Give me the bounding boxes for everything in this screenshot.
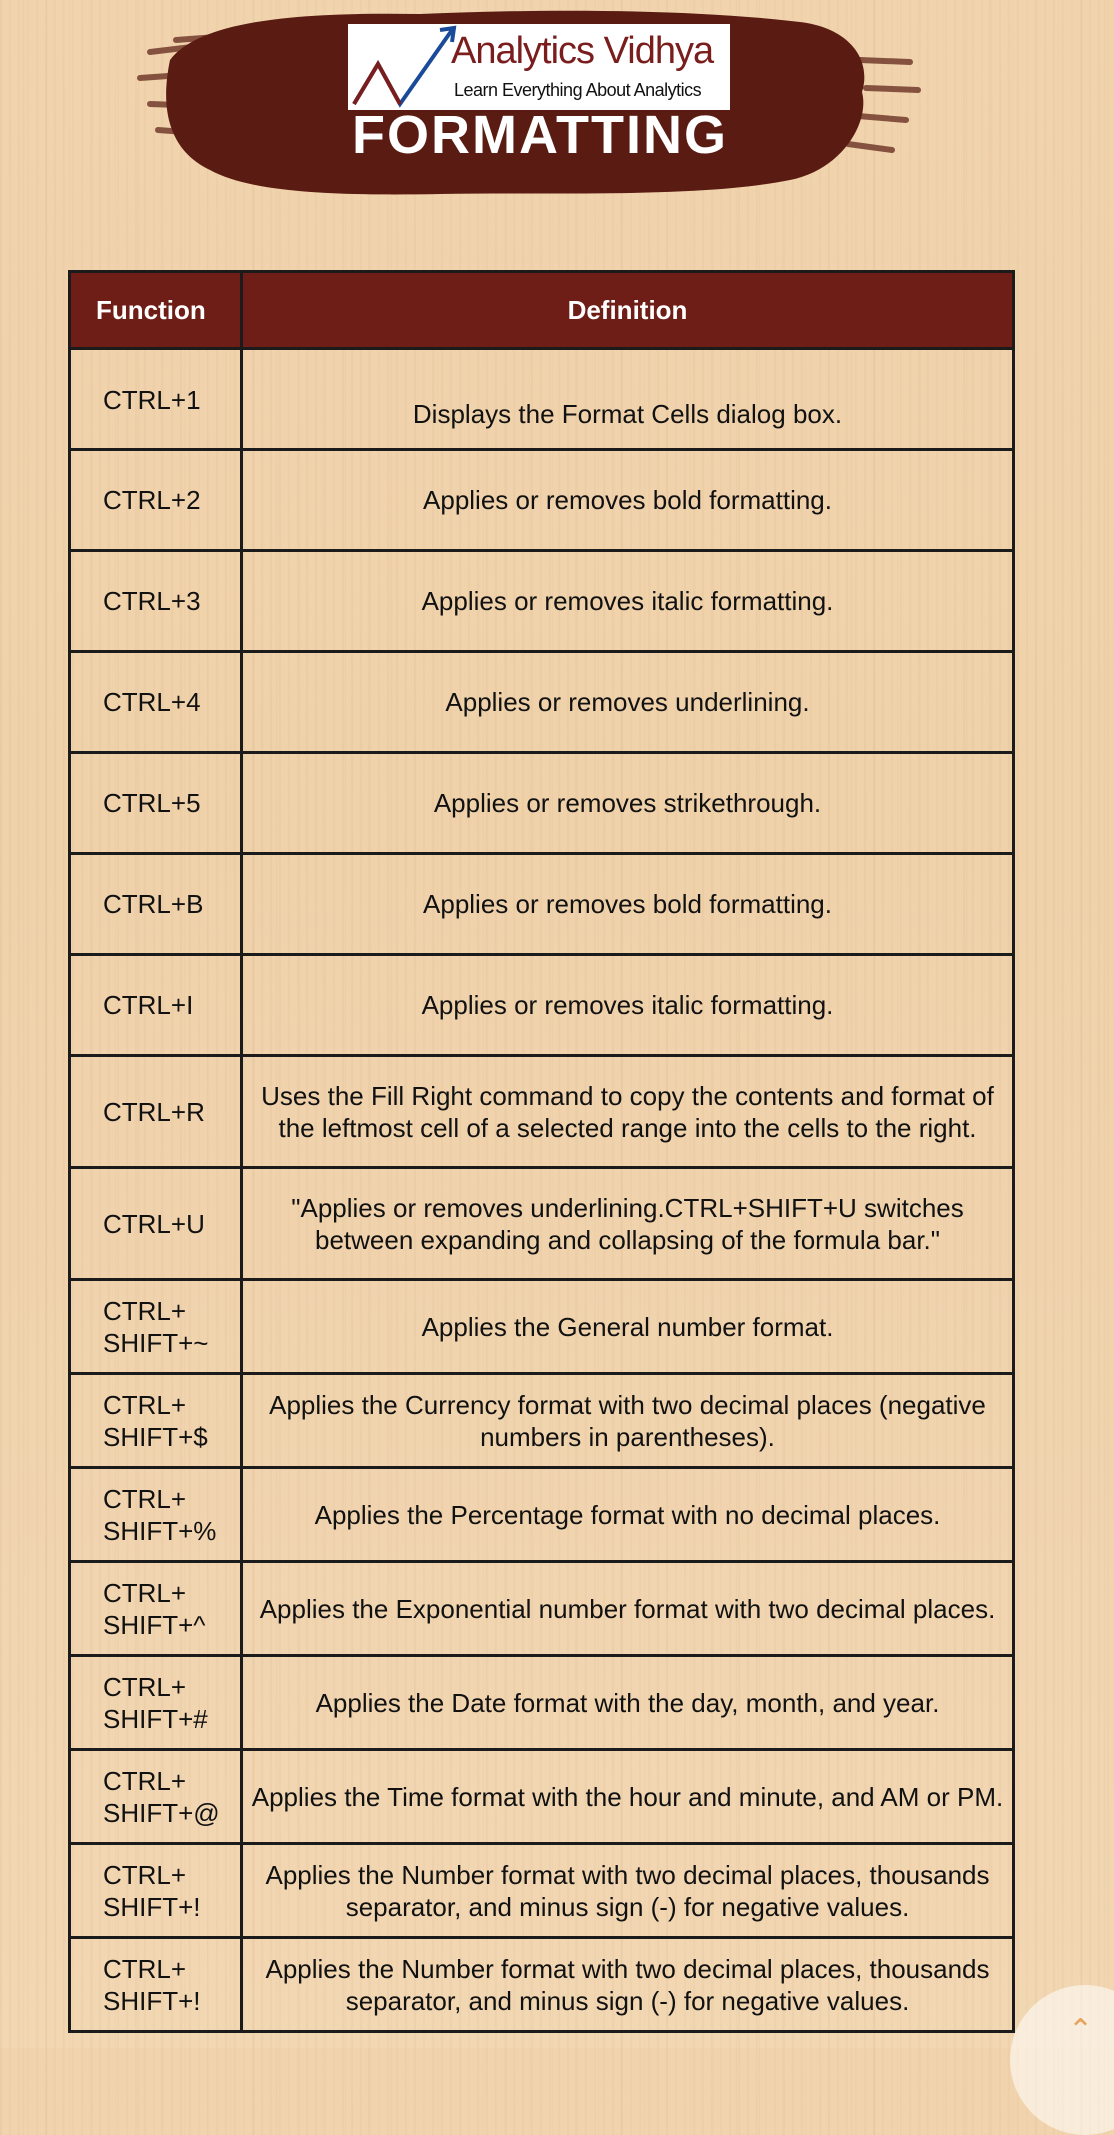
page-title: FORMATTING [352,105,728,165]
definition-cell: Applies the Time format with the hour and minute, and AM or PM. [242,1750,1014,1844]
function-cell: CTRL+ SHIFT+@ [70,1750,242,1844]
brand-tagline: Learn Everything About Analytics [454,80,702,100]
table-row [70,1938,1014,2032]
definition-cell: Displays the Format Cells dialog box. [242,349,1014,450]
table-row [70,652,1014,753]
function-cell: CTRL+1 [70,349,242,450]
function-cell: CTRL+ SHIFT+# [70,1656,242,1750]
definition-cell: Applies the Percentage format with no decimal places. [242,1468,1014,1562]
table-row [70,450,1014,551]
column-header-function: Function [70,272,242,349]
table-row [70,1750,1014,1844]
definition-cell: Applies or removes underlining. [242,652,1014,753]
table-row [70,551,1014,652]
function-cell: CTRL+R [70,1056,242,1168]
table-row [70,1844,1014,1938]
brand-name: Analytics Vidhya [451,30,714,72]
table-row [70,349,1014,450]
table-row [70,1656,1014,1750]
function-cell: CTRL+2 [70,450,242,551]
definition-cell: Applies the Number format with two decimal places, thousands separator, and minus sign (-) for negative values. [242,1938,1014,2032]
table-row [70,854,1014,955]
function-cell: CTRL+ SHIFT+! [70,1844,242,1938]
table-row [70,1280,1014,1374]
analytics-chart-logo-icon [348,24,458,110]
function-cell: CTRL+3 [70,551,242,652]
definition-cell: "Applies or removes underlining.CTRL+SHIFT+U switches between expanding and collapsing of the formula bar." [242,1168,1014,1280]
definition-cell: Applies the Currency format with two decimal places (negative numbers in parentheses). [242,1374,1014,1468]
definition-cell: Applies or removes italic formatting. [242,955,1014,1056]
scroll-to-top-button[interactable] [1010,1985,1114,2135]
definition-cell: Applies or removes bold formatting. [242,450,1014,551]
definition-cell: Applies or removes italic formatting. [242,551,1014,652]
chevron-up-icon: ⌃ [1068,2014,1094,2047]
table-row [70,1056,1014,1168]
function-cell: CTRL+5 [70,753,242,854]
logo [348,24,730,110]
definition-cell: Applies or removes strikethrough. [242,753,1014,854]
function-cell: CTRL+U [70,1168,242,1280]
definition-cell: Uses the Fill Right command to copy the contents and format of the leftmost cell of a selected range into the cells to the right. [242,1056,1014,1168]
function-cell: CTRL+ SHIFT+^ [70,1562,242,1656]
function-cell: CTRL+ SHIFT+! [70,1938,242,2032]
definition-cell: Applies the Date format with the day, month, and year. [242,1656,1014,1750]
table-row [70,1168,1014,1280]
function-cell: CTRL+ SHIFT+~ [70,1280,242,1374]
definition-cell: Applies the Exponential number format with two decimal places. [242,1562,1014,1656]
definition-cell: Applies or removes bold formatting. [242,854,1014,955]
table-row [70,1468,1014,1562]
table-row [70,955,1014,1056]
function-cell: CTRL+B [70,854,242,955]
header-banner [0,0,1114,220]
function-cell: CTRL+I [70,955,242,1056]
column-header-definition: Definition [242,272,1014,349]
table-row [70,1374,1014,1468]
table-row [70,753,1014,854]
table-header-row [70,272,1014,349]
definition-cell: Applies the Number format with two decimal places, thousands separator, and minus sign (-) for negative values. [242,1844,1014,1938]
function-cell: CTRL+ SHIFT+$ [70,1374,242,1468]
function-cell: CTRL+4 [70,652,242,753]
shortcut-table [68,270,1015,2033]
definition-cell: Applies the General number format. [242,1280,1014,1374]
function-cell: CTRL+ SHIFT+% [70,1468,242,1562]
table-row [70,1562,1014,1656]
